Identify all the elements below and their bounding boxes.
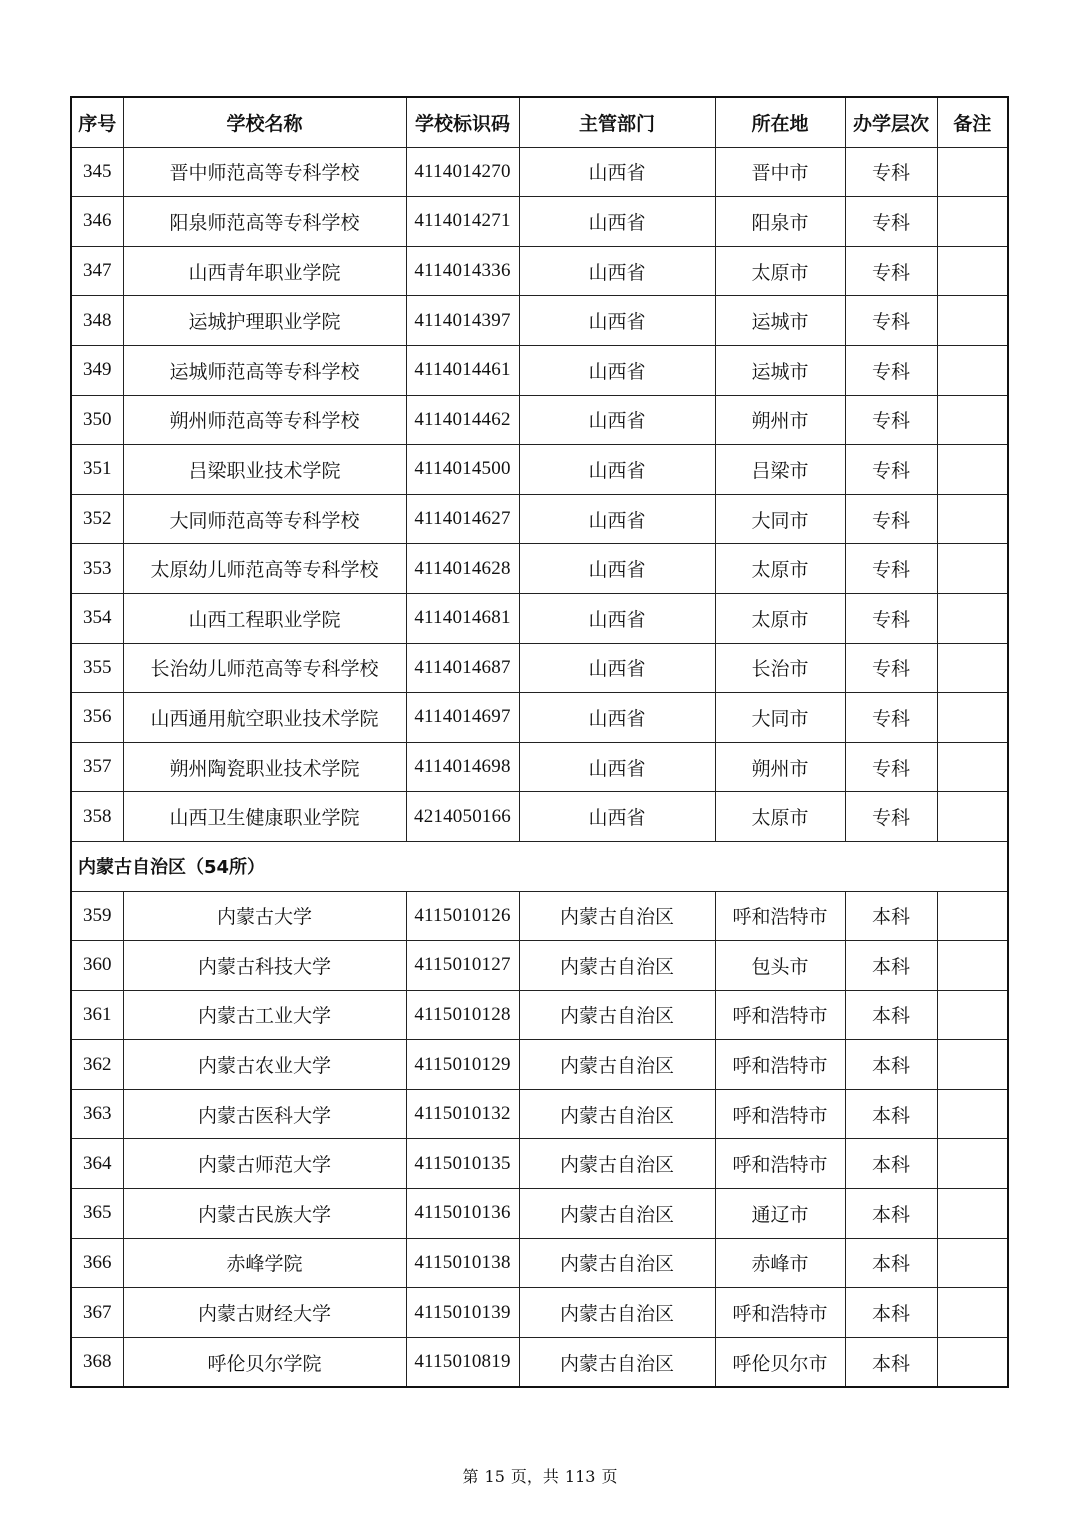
cell-school-code: 4114014461 xyxy=(406,345,519,395)
cell-index: 357 xyxy=(71,742,123,792)
table-row xyxy=(71,792,1008,842)
cell-department: 山西省 xyxy=(519,544,715,594)
cell-remarks xyxy=(937,1238,1008,1288)
cell-index: 354 xyxy=(71,593,123,643)
cell-school-code: 4115010127 xyxy=(406,941,519,991)
table-body-shanxi xyxy=(71,147,1008,841)
cell-department: 山西省 xyxy=(519,345,715,395)
school-list-table xyxy=(70,96,1007,1388)
cell-level: 本科 xyxy=(845,1238,937,1288)
table-row xyxy=(71,544,1008,594)
cell-department: 山西省 xyxy=(519,494,715,544)
cell-index: 358 xyxy=(71,792,123,842)
header-index: 序号 xyxy=(71,97,123,147)
cell-location: 阳泉市 xyxy=(715,197,845,247)
cell-location: 呼和浩特市 xyxy=(715,891,845,941)
table-row xyxy=(71,990,1008,1040)
cell-location: 太原市 xyxy=(715,246,845,296)
cell-location: 朔州市 xyxy=(715,395,845,445)
cell-level: 专科 xyxy=(845,296,937,346)
cell-remarks xyxy=(937,792,1008,842)
cell-level: 专科 xyxy=(845,445,937,495)
header-school-name: 学校名称 xyxy=(123,97,406,147)
cell-school-code: 4114014627 xyxy=(406,494,519,544)
cell-index: 351 xyxy=(71,445,123,495)
table-row xyxy=(71,395,1008,445)
cell-index: 348 xyxy=(71,296,123,346)
cell-school-code: 4114014462 xyxy=(406,395,519,445)
table-row xyxy=(71,345,1008,395)
section-row xyxy=(71,841,1008,891)
cell-school-code: 4115010139 xyxy=(406,1288,519,1338)
cell-location: 呼和浩特市 xyxy=(715,1139,845,1189)
cell-school-name: 呼伦贝尔学院 xyxy=(123,1337,406,1387)
cell-remarks xyxy=(937,345,1008,395)
cell-school-name: 内蒙古民族大学 xyxy=(123,1189,406,1239)
cell-remarks xyxy=(937,643,1008,693)
table-row xyxy=(71,693,1008,743)
cell-school-name: 大同师范高等专科学校 xyxy=(123,494,406,544)
cell-level: 专科 xyxy=(845,593,937,643)
cell-school-name: 朔州师范高等专科学校 xyxy=(123,395,406,445)
cell-department: 内蒙古自治区 xyxy=(519,1139,715,1189)
cell-level: 本科 xyxy=(845,1189,937,1239)
cell-index: 347 xyxy=(71,246,123,296)
cell-remarks xyxy=(937,941,1008,991)
table-row xyxy=(71,1288,1008,1338)
cell-school-code: 4114014698 xyxy=(406,742,519,792)
cell-school-code: 4114014628 xyxy=(406,544,519,594)
cell-school-code: 4115010819 xyxy=(406,1337,519,1387)
cell-school-code: 4114014270 xyxy=(406,147,519,197)
cell-remarks xyxy=(937,147,1008,197)
cell-location: 大同市 xyxy=(715,693,845,743)
header-row xyxy=(71,97,1008,147)
cell-index: 356 xyxy=(71,693,123,743)
cell-school-code: 4114014687 xyxy=(406,643,519,693)
footer-suffix: 页 xyxy=(601,1467,618,1486)
cell-index: 364 xyxy=(71,1139,123,1189)
cell-school-name: 内蒙古农业大学 xyxy=(123,1040,406,1090)
cell-school-name: 山西卫生健康职业学院 xyxy=(123,792,406,842)
cell-school-name: 内蒙古财经大学 xyxy=(123,1288,406,1338)
cell-school-code: 4114014397 xyxy=(406,296,519,346)
cell-remarks xyxy=(937,1189,1008,1239)
table-row xyxy=(71,246,1008,296)
cell-level: 专科 xyxy=(845,345,937,395)
section-row-group xyxy=(71,841,1008,891)
cell-index: 349 xyxy=(71,345,123,395)
cell-level: 本科 xyxy=(845,1288,937,1338)
cell-school-code: 4115010138 xyxy=(406,1238,519,1288)
header-level: 办学层次 xyxy=(845,97,937,147)
table-row xyxy=(71,1337,1008,1387)
cell-school-code: 4114014697 xyxy=(406,693,519,743)
cell-level: 本科 xyxy=(845,1040,937,1090)
cell-level: 专科 xyxy=(845,395,937,445)
table-row xyxy=(71,742,1008,792)
cell-level: 本科 xyxy=(845,1337,937,1387)
cell-school-code: 4115010132 xyxy=(406,1089,519,1139)
cell-location: 运城市 xyxy=(715,345,845,395)
table-body-inner-mongolia xyxy=(71,891,1008,1387)
cell-remarks xyxy=(937,1288,1008,1338)
cell-department: 内蒙古自治区 xyxy=(519,1337,715,1387)
cell-index: 366 xyxy=(71,1238,123,1288)
cell-location: 呼和浩特市 xyxy=(715,1040,845,1090)
table-row xyxy=(71,891,1008,941)
cell-level: 本科 xyxy=(845,1139,937,1189)
cell-level: 本科 xyxy=(845,1089,937,1139)
cell-department: 山西省 xyxy=(519,643,715,693)
cell-school-name: 内蒙古大学 xyxy=(123,891,406,941)
cell-department: 内蒙古自治区 xyxy=(519,1089,715,1139)
cell-location: 太原市 xyxy=(715,544,845,594)
cell-school-name: 内蒙古师范大学 xyxy=(123,1139,406,1189)
cell-index: 352 xyxy=(71,494,123,544)
cell-index: 368 xyxy=(71,1337,123,1387)
footer-prefix: 第 xyxy=(462,1467,479,1486)
cell-school-name: 赤峰学院 xyxy=(123,1238,406,1288)
cell-department: 内蒙古自治区 xyxy=(519,990,715,1040)
cell-department: 山西省 xyxy=(519,296,715,346)
header-location: 所在地 xyxy=(715,97,845,147)
header-remarks: 备注 xyxy=(937,97,1008,147)
cell-index: 367 xyxy=(71,1288,123,1338)
cell-index: 355 xyxy=(71,643,123,693)
cell-department: 山西省 xyxy=(519,147,715,197)
cell-remarks xyxy=(937,246,1008,296)
cell-school-name: 朔州陶瓷职业技术学院 xyxy=(123,742,406,792)
cell-location: 长治市 xyxy=(715,643,845,693)
cell-index: 346 xyxy=(71,197,123,247)
cell-school-name: 内蒙古科技大学 xyxy=(123,941,406,991)
cell-level: 专科 xyxy=(845,643,937,693)
cell-school-name: 山西青年职业学院 xyxy=(123,246,406,296)
cell-department: 内蒙古自治区 xyxy=(519,1040,715,1090)
cell-school-name: 太原幼儿师范高等专科学校 xyxy=(123,544,406,594)
table-row xyxy=(71,296,1008,346)
cell-school-name: 山西工程职业学院 xyxy=(123,593,406,643)
cell-index: 359 xyxy=(71,891,123,941)
cell-department: 山西省 xyxy=(519,742,715,792)
cell-location: 吕梁市 xyxy=(715,445,845,495)
cell-remarks xyxy=(937,891,1008,941)
header-department: 主管部门 xyxy=(519,97,715,147)
cell-remarks xyxy=(937,494,1008,544)
cell-level: 专科 xyxy=(845,246,937,296)
cell-department: 内蒙古自治区 xyxy=(519,1189,715,1239)
cell-school-name: 山西通用航空职业技术学院 xyxy=(123,693,406,743)
cell-index: 353 xyxy=(71,544,123,594)
cell-index: 350 xyxy=(71,395,123,445)
table-row xyxy=(71,494,1008,544)
cell-index: 365 xyxy=(71,1189,123,1239)
cell-level: 专科 xyxy=(845,147,937,197)
cell-level: 专科 xyxy=(845,544,937,594)
table-row xyxy=(71,643,1008,693)
cell-location: 赤峰市 xyxy=(715,1238,845,1288)
cell-remarks xyxy=(937,1337,1008,1387)
cell-remarks xyxy=(937,544,1008,594)
cell-school-code: 4114014681 xyxy=(406,593,519,643)
cell-location: 呼和浩特市 xyxy=(715,1288,845,1338)
cell-level: 本科 xyxy=(845,990,937,1040)
footer-middle: 页，共 xyxy=(510,1467,559,1486)
cell-index: 362 xyxy=(71,1040,123,1090)
cell-school-name: 吕梁职业技术学院 xyxy=(123,445,406,495)
table-row xyxy=(71,445,1008,495)
cell-location: 通辽市 xyxy=(715,1189,845,1239)
table-row xyxy=(71,1089,1008,1139)
cell-school-code: 4115010128 xyxy=(406,990,519,1040)
cell-location: 大同市 xyxy=(715,494,845,544)
cell-department: 山西省 xyxy=(519,197,715,247)
section-label: 内蒙古自治区（54所） xyxy=(71,841,1008,891)
cell-remarks xyxy=(937,693,1008,743)
cell-level: 本科 xyxy=(845,941,937,991)
cell-school-code: 4214050166 xyxy=(406,792,519,842)
cell-remarks xyxy=(937,1089,1008,1139)
cell-location: 朔州市 xyxy=(715,742,845,792)
cell-location: 晋中市 xyxy=(715,147,845,197)
table-row xyxy=(71,197,1008,247)
cell-remarks xyxy=(937,445,1008,495)
cell-school-code: 4115010129 xyxy=(406,1040,519,1090)
cell-index: 361 xyxy=(71,990,123,1040)
cell-remarks xyxy=(937,593,1008,643)
cell-department: 内蒙古自治区 xyxy=(519,891,715,941)
footer-total-pages: 113 xyxy=(564,1467,596,1486)
table-row xyxy=(71,1238,1008,1288)
table-row xyxy=(71,147,1008,197)
cell-location: 呼伦贝尔市 xyxy=(715,1337,845,1387)
cell-level: 专科 xyxy=(845,693,937,743)
cell-school-name: 晋中师范高等专科学校 xyxy=(123,147,406,197)
cell-location: 太原市 xyxy=(715,792,845,842)
cell-school-code: 4114014336 xyxy=(406,246,519,296)
cell-level: 专科 xyxy=(845,742,937,792)
cell-school-name: 内蒙古医科大学 xyxy=(123,1089,406,1139)
cell-index: 345 xyxy=(71,147,123,197)
header-school-code: 学校标识码 xyxy=(406,97,519,147)
cell-location: 呼和浩特市 xyxy=(715,1089,845,1139)
cell-department: 内蒙古自治区 xyxy=(519,1238,715,1288)
cell-school-code: 4115010135 xyxy=(406,1139,519,1189)
cell-remarks xyxy=(937,1040,1008,1090)
cell-department: 内蒙古自治区 xyxy=(519,941,715,991)
cell-school-name: 运城护理职业学院 xyxy=(123,296,406,346)
table-row xyxy=(71,1189,1008,1239)
cell-level: 专科 xyxy=(845,792,937,842)
footer-current-page: 15 xyxy=(484,1467,505,1486)
cell-department: 山西省 xyxy=(519,593,715,643)
cell-department: 山西省 xyxy=(519,792,715,842)
cell-school-code: 4115010126 xyxy=(406,891,519,941)
cell-level: 专科 xyxy=(845,197,937,247)
table-row xyxy=(71,1040,1008,1090)
cell-school-name: 内蒙古工业大学 xyxy=(123,990,406,1040)
cell-department: 山西省 xyxy=(519,246,715,296)
cell-school-name: 阳泉师范高等专科学校 xyxy=(123,197,406,247)
cell-remarks xyxy=(937,990,1008,1040)
cell-remarks xyxy=(937,742,1008,792)
page-footer xyxy=(0,1464,1080,1487)
cell-remarks xyxy=(937,296,1008,346)
cell-department: 山西省 xyxy=(519,445,715,495)
table-row xyxy=(71,941,1008,991)
cell-location: 太原市 xyxy=(715,593,845,643)
cell-level: 专科 xyxy=(845,494,937,544)
cell-index: 360 xyxy=(71,941,123,991)
cell-school-code: 4114014500 xyxy=(406,445,519,495)
table-row xyxy=(71,1139,1008,1189)
cell-school-name: 长治幼儿师范高等专科学校 xyxy=(123,643,406,693)
cell-school-code: 4115010136 xyxy=(406,1189,519,1239)
table-header xyxy=(71,97,1008,147)
table-row xyxy=(71,593,1008,643)
cell-location: 运城市 xyxy=(715,296,845,346)
cell-remarks xyxy=(937,1139,1008,1189)
cell-school-code: 4114014271 xyxy=(406,197,519,247)
cell-index: 363 xyxy=(71,1089,123,1139)
cell-level: 本科 xyxy=(845,891,937,941)
cell-department: 山西省 xyxy=(519,693,715,743)
cell-remarks xyxy=(937,395,1008,445)
cell-location: 呼和浩特市 xyxy=(715,990,845,1040)
cell-school-name: 运城师范高等专科学校 xyxy=(123,345,406,395)
cell-location: 包头市 xyxy=(715,941,845,991)
cell-department: 山西省 xyxy=(519,395,715,445)
cell-department: 内蒙古自治区 xyxy=(519,1288,715,1338)
cell-remarks xyxy=(937,197,1008,247)
